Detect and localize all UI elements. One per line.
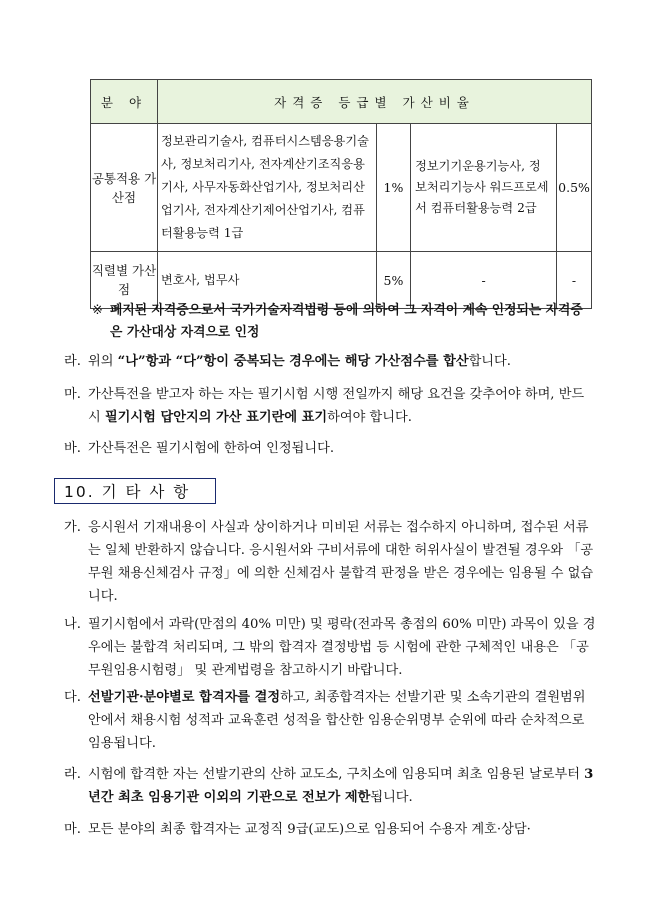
list-item: 라. 위의 “나”항과 “다”항이 중복되는 경우에는 해당 가산점수를 합산합니다. [64,354,511,369]
note-mark: ※ [92,303,103,318]
row1-quals-low: 정보기기운용기능사, 정보처리기능사 워드프로세서 컴퓨터활용능력 2급 [411,124,557,252]
header-field: 분 야 [91,80,158,124]
table-row [91,124,592,252]
row2-rate-low: - [557,252,592,309]
row2-field: 직렬별 가산점 [91,252,158,309]
row1-rate-high: 1% [376,124,410,252]
row1-quals-high: 정보관리기술사, 컴퓨터시스템응용기술사, 정보처리기사, 전자계산기조직응용기사, 사무자동화산업기사, 정보처리산업기사, 전자계산기제어산업기사, 컴퓨터활용능력 1급 [157,124,376,252]
list-item: 마. 가산특전을 받고자 하는 자는 필기시험 시행 전일까지 해당 요건을 갖추어야 하며, 반드시 필기시험 답안지의 가산 표기란에 표기하여야 합니다. [64,387,585,425]
header-rate: 자격증 등급별 가산비율 [157,80,591,124]
list-item: 마. 모든 분야의 최종 합격자는 교정직 9급(교도)으로 임용되어 수용자 계호·상담· [64,822,531,837]
list-item: 바. 가산특전은 필기시험에 한하여 인정됩니다. [64,441,335,456]
table-header-row [91,80,592,124]
row1-field: 공통적용 가산점 [91,124,158,252]
list-item: 가. 응시원서 기재내용이 사실과 상이하거나 미비된 서류는 접수하지 아니하며, 접수된 서류는 일체 반환하지 않습니다. 응시원서와 구비서류에 대한 허위사실이 발견될 경우와 「공무원 채용신체검사 규정」에 의한 신체검사 불합격 판정을 받은 경우에는 임용될 수 없습니다. [64,520,594,604]
certificate-bonus-table [90,79,592,309]
section-heading [54,478,218,506]
list-item: 나. 필기시험에서 과락(만점의 40% 미만) 및 평락(전과목 총점의 60% 미만) 과목이 있을 경우에는 불합격 처리되며, 그 밖의 합격자 결정방법 등 시험에 관한 구체적인 내용은 「공무원임용시험령」 및 관계법령을 참고하시기 바랍니다. [64,617,596,678]
table-note [92,300,592,344]
list-item: 라. 시험에 합격한 자는 선발기관의 산하 교도소, 구치소에 임용되며 최초 임용된 날로부터 3년간 최초 임용기관 이외의 기관으로 전보가 제한됩니다. [64,767,594,805]
note-text: 폐지된 자격증으로서 국가기술자격법령 등에 의하여 그 자격이 계속 인정되는 자격증은 가산대상 자격으로 인정 [110,303,583,340]
list-item: 다. 선발기관·분야별로 합격자를 결정하고, 최종합격자는 선발기관 및 소속기관의 결원범위 안에서 채용시험 성적과 교육훈련 성적을 합산한 임용순위명부 순위에 따라 순차적으로 임용됩니다. [64,690,586,751]
section-title: 10. 기 타 사 항 [64,483,191,501]
row2-rate-high: 5% [376,252,410,309]
row1-rate-low: 0.5% [557,124,592,252]
row2-quals-low: - [411,252,557,309]
row2-quals-high: 변호사, 법무사 [157,252,376,309]
